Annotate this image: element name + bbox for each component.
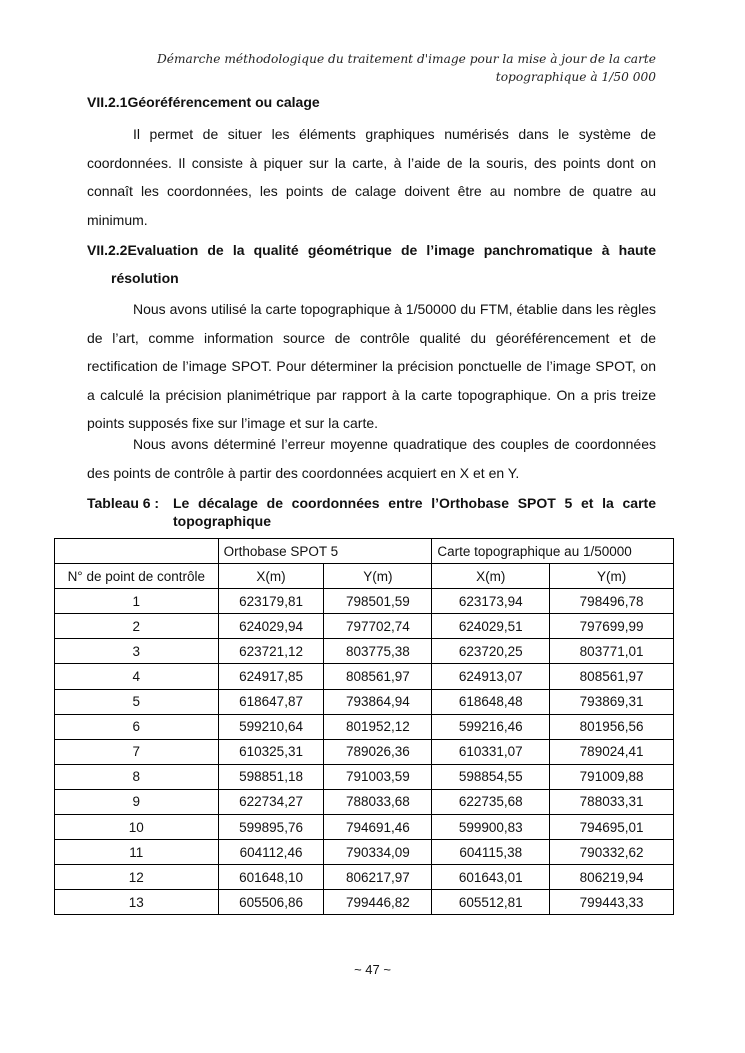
empty-header-cell bbox=[55, 539, 219, 564]
table-cell: 7 bbox=[55, 739, 219, 764]
table-cell: 618648,48 bbox=[432, 689, 550, 714]
table-cell: 799443,33 bbox=[550, 890, 674, 915]
table-cell: 599210,64 bbox=[218, 714, 324, 739]
table-cell: 605506,86 bbox=[218, 890, 324, 915]
table-row bbox=[55, 689, 674, 714]
table-cell: 623179,81 bbox=[218, 589, 324, 614]
table-cell: 610325,31 bbox=[218, 739, 324, 764]
table-cell: 604112,46 bbox=[218, 840, 324, 865]
table-cell: 793869,31 bbox=[550, 689, 674, 714]
table-cell: 610331,07 bbox=[432, 739, 550, 764]
table-row bbox=[55, 890, 674, 915]
table-cell: 789024,41 bbox=[550, 739, 674, 764]
table-cell: 801952,12 bbox=[324, 714, 432, 739]
header-line-1: Démarche méthodologique du traitement d'image pour la mise à jour de la carte bbox=[156, 52, 656, 66]
table-cell: 622734,27 bbox=[218, 789, 324, 814]
table-row bbox=[55, 664, 674, 689]
table-cell: 624913,07 bbox=[432, 664, 550, 689]
table-cell: 9 bbox=[55, 789, 219, 814]
table-cell: 598851,18 bbox=[218, 764, 324, 789]
table-cell: 806219,94 bbox=[550, 865, 674, 890]
table-cell: 1 bbox=[55, 589, 219, 614]
table-cell: 12 bbox=[55, 865, 219, 890]
group-header-topographic-map: Carte topographique au 1/50000 bbox=[432, 539, 674, 564]
table-cell: 624917,85 bbox=[218, 664, 324, 689]
table-cell: 623173,94 bbox=[432, 589, 550, 614]
coordinates-table bbox=[54, 538, 674, 915]
table-cell: 798501,59 bbox=[324, 589, 432, 614]
table-row bbox=[55, 714, 674, 739]
table-row bbox=[55, 639, 674, 664]
column-header-point: N° de point de contrôle bbox=[55, 564, 219, 589]
table-cell: 3 bbox=[55, 639, 219, 664]
table-cell: 599900,83 bbox=[432, 815, 550, 840]
column-header-ortho-x: X(m) bbox=[218, 564, 324, 589]
table-cell: 624029,94 bbox=[218, 614, 324, 639]
section-title-line-2: résolution bbox=[111, 270, 179, 286]
table-cell: 791003,59 bbox=[324, 764, 432, 789]
table-cell: 601648,10 bbox=[218, 865, 324, 890]
table-row bbox=[55, 840, 674, 865]
table-cell: 8 bbox=[55, 764, 219, 789]
table-column-header-row bbox=[55, 564, 674, 589]
table-cell: 789026,36 bbox=[324, 739, 432, 764]
table-row bbox=[55, 815, 674, 840]
table-cell: 798496,78 bbox=[550, 589, 674, 614]
table-cell: 601643,01 bbox=[432, 865, 550, 890]
table-cell: 5 bbox=[55, 689, 219, 714]
section-heading-722 bbox=[87, 236, 656, 292]
table-cell: 622735,68 bbox=[432, 789, 550, 814]
table-cell: 808561,97 bbox=[324, 664, 432, 689]
table-cell: 4 bbox=[55, 664, 219, 689]
table-cell: 803771,01 bbox=[550, 639, 674, 664]
table-row bbox=[55, 764, 674, 789]
table-cell: 11 bbox=[55, 840, 219, 865]
section-title: Géoréférencement ou calage bbox=[127, 94, 320, 110]
table-group-header-row bbox=[55, 539, 674, 564]
table-cell: 797699,99 bbox=[550, 614, 674, 639]
paragraph-quality-evaluation: Nous avons utilisé la carte topographique à 1/50000 du FTM, établie dans les règles de l’art, comme information source de contrôle qualité du géoréférencement et de rectification de l’image SPOT. Pour déterminer la précision ponctuelle de l’image SPOT, on a calculé la précision planimétrique par rapport à la carte topographique. On a pris treize points supposés fixe sur l’image et sur la carte. bbox=[87, 301, 656, 431]
table-cell: 605512,81 bbox=[432, 890, 550, 915]
table-caption-label: Tableau 6 : bbox=[87, 495, 160, 511]
table-cell: 794695,01 bbox=[550, 815, 674, 840]
table-cell: 623721,12 bbox=[218, 639, 324, 664]
running-header bbox=[60, 50, 656, 86]
section-number: VII.2.2 bbox=[87, 242, 128, 258]
section-heading-721 bbox=[87, 94, 320, 110]
table-cell: 803775,38 bbox=[324, 639, 432, 664]
table-cell: 793864,94 bbox=[324, 689, 432, 714]
table-cell: 624029,51 bbox=[432, 614, 550, 639]
table-cell: 806217,97 bbox=[324, 865, 432, 890]
table-cell: 797702,74 bbox=[324, 614, 432, 639]
table-cell: 790332,62 bbox=[550, 840, 674, 865]
table-cell: 799446,82 bbox=[324, 890, 432, 915]
table-row bbox=[55, 789, 674, 814]
table-cell: 10 bbox=[55, 815, 219, 840]
table-cell: 788033,31 bbox=[550, 789, 674, 814]
table-cell: 6 bbox=[55, 714, 219, 739]
table-cell: 604115,38 bbox=[432, 840, 550, 865]
table-cell: 623720,25 bbox=[432, 639, 550, 664]
column-header-map-y: Y(m) bbox=[550, 564, 674, 589]
table-cell: 791009,88 bbox=[550, 764, 674, 789]
table-cell: 599895,76 bbox=[218, 815, 324, 840]
table-cell: 788033,68 bbox=[324, 789, 432, 814]
paragraph-georeferencing: Il permet de situer les éléments graphiques numérisés dans le système de coordonnées. Il consiste à piquer sur la carte, à l’aide de la souris, des points dont on connaît les coordonnées, les points de calage doivent être au nombre de quatre au minimum. bbox=[87, 126, 656, 228]
table-row bbox=[55, 614, 674, 639]
section-number: VII.2.1 bbox=[87, 94, 128, 110]
section-title-line-1: Evaluation de la qualité géométrique de l’image panchromatique à haute bbox=[127, 242, 656, 258]
page-number: ~ 47 ~ bbox=[354, 962, 391, 977]
table-cell: 801956,56 bbox=[550, 714, 674, 739]
header-line-2: topographique à 1/50 000 bbox=[495, 70, 656, 84]
table-cell: 808561,97 bbox=[550, 664, 674, 689]
group-header-orthobase: Orthobase SPOT 5 bbox=[218, 539, 432, 564]
table-cell: 618647,87 bbox=[218, 689, 324, 714]
table-caption-text: Le décalage de coordonnées entre l’Orthobase SPOT 5 et la carte topographique bbox=[173, 495, 656, 529]
paragraph-rms-error: Nous avons déterminé l’erreur moyenne quadratique des couples de coordonnées des points de contrôle à partir des coordonnées acquiert en X et en Y. bbox=[87, 436, 656, 481]
table-row bbox=[55, 865, 674, 890]
table-row bbox=[55, 739, 674, 764]
table-cell: 794691,46 bbox=[324, 815, 432, 840]
table-cell: 2 bbox=[55, 614, 219, 639]
table-row bbox=[55, 589, 674, 614]
table-caption bbox=[87, 494, 656, 530]
column-header-map-x: X(m) bbox=[432, 564, 550, 589]
column-header-ortho-y: Y(m) bbox=[324, 564, 432, 589]
table-cell: 13 bbox=[55, 890, 219, 915]
table-cell: 790334,09 bbox=[324, 840, 432, 865]
table-cell: 599216,46 bbox=[432, 714, 550, 739]
table-cell: 598854,55 bbox=[432, 764, 550, 789]
